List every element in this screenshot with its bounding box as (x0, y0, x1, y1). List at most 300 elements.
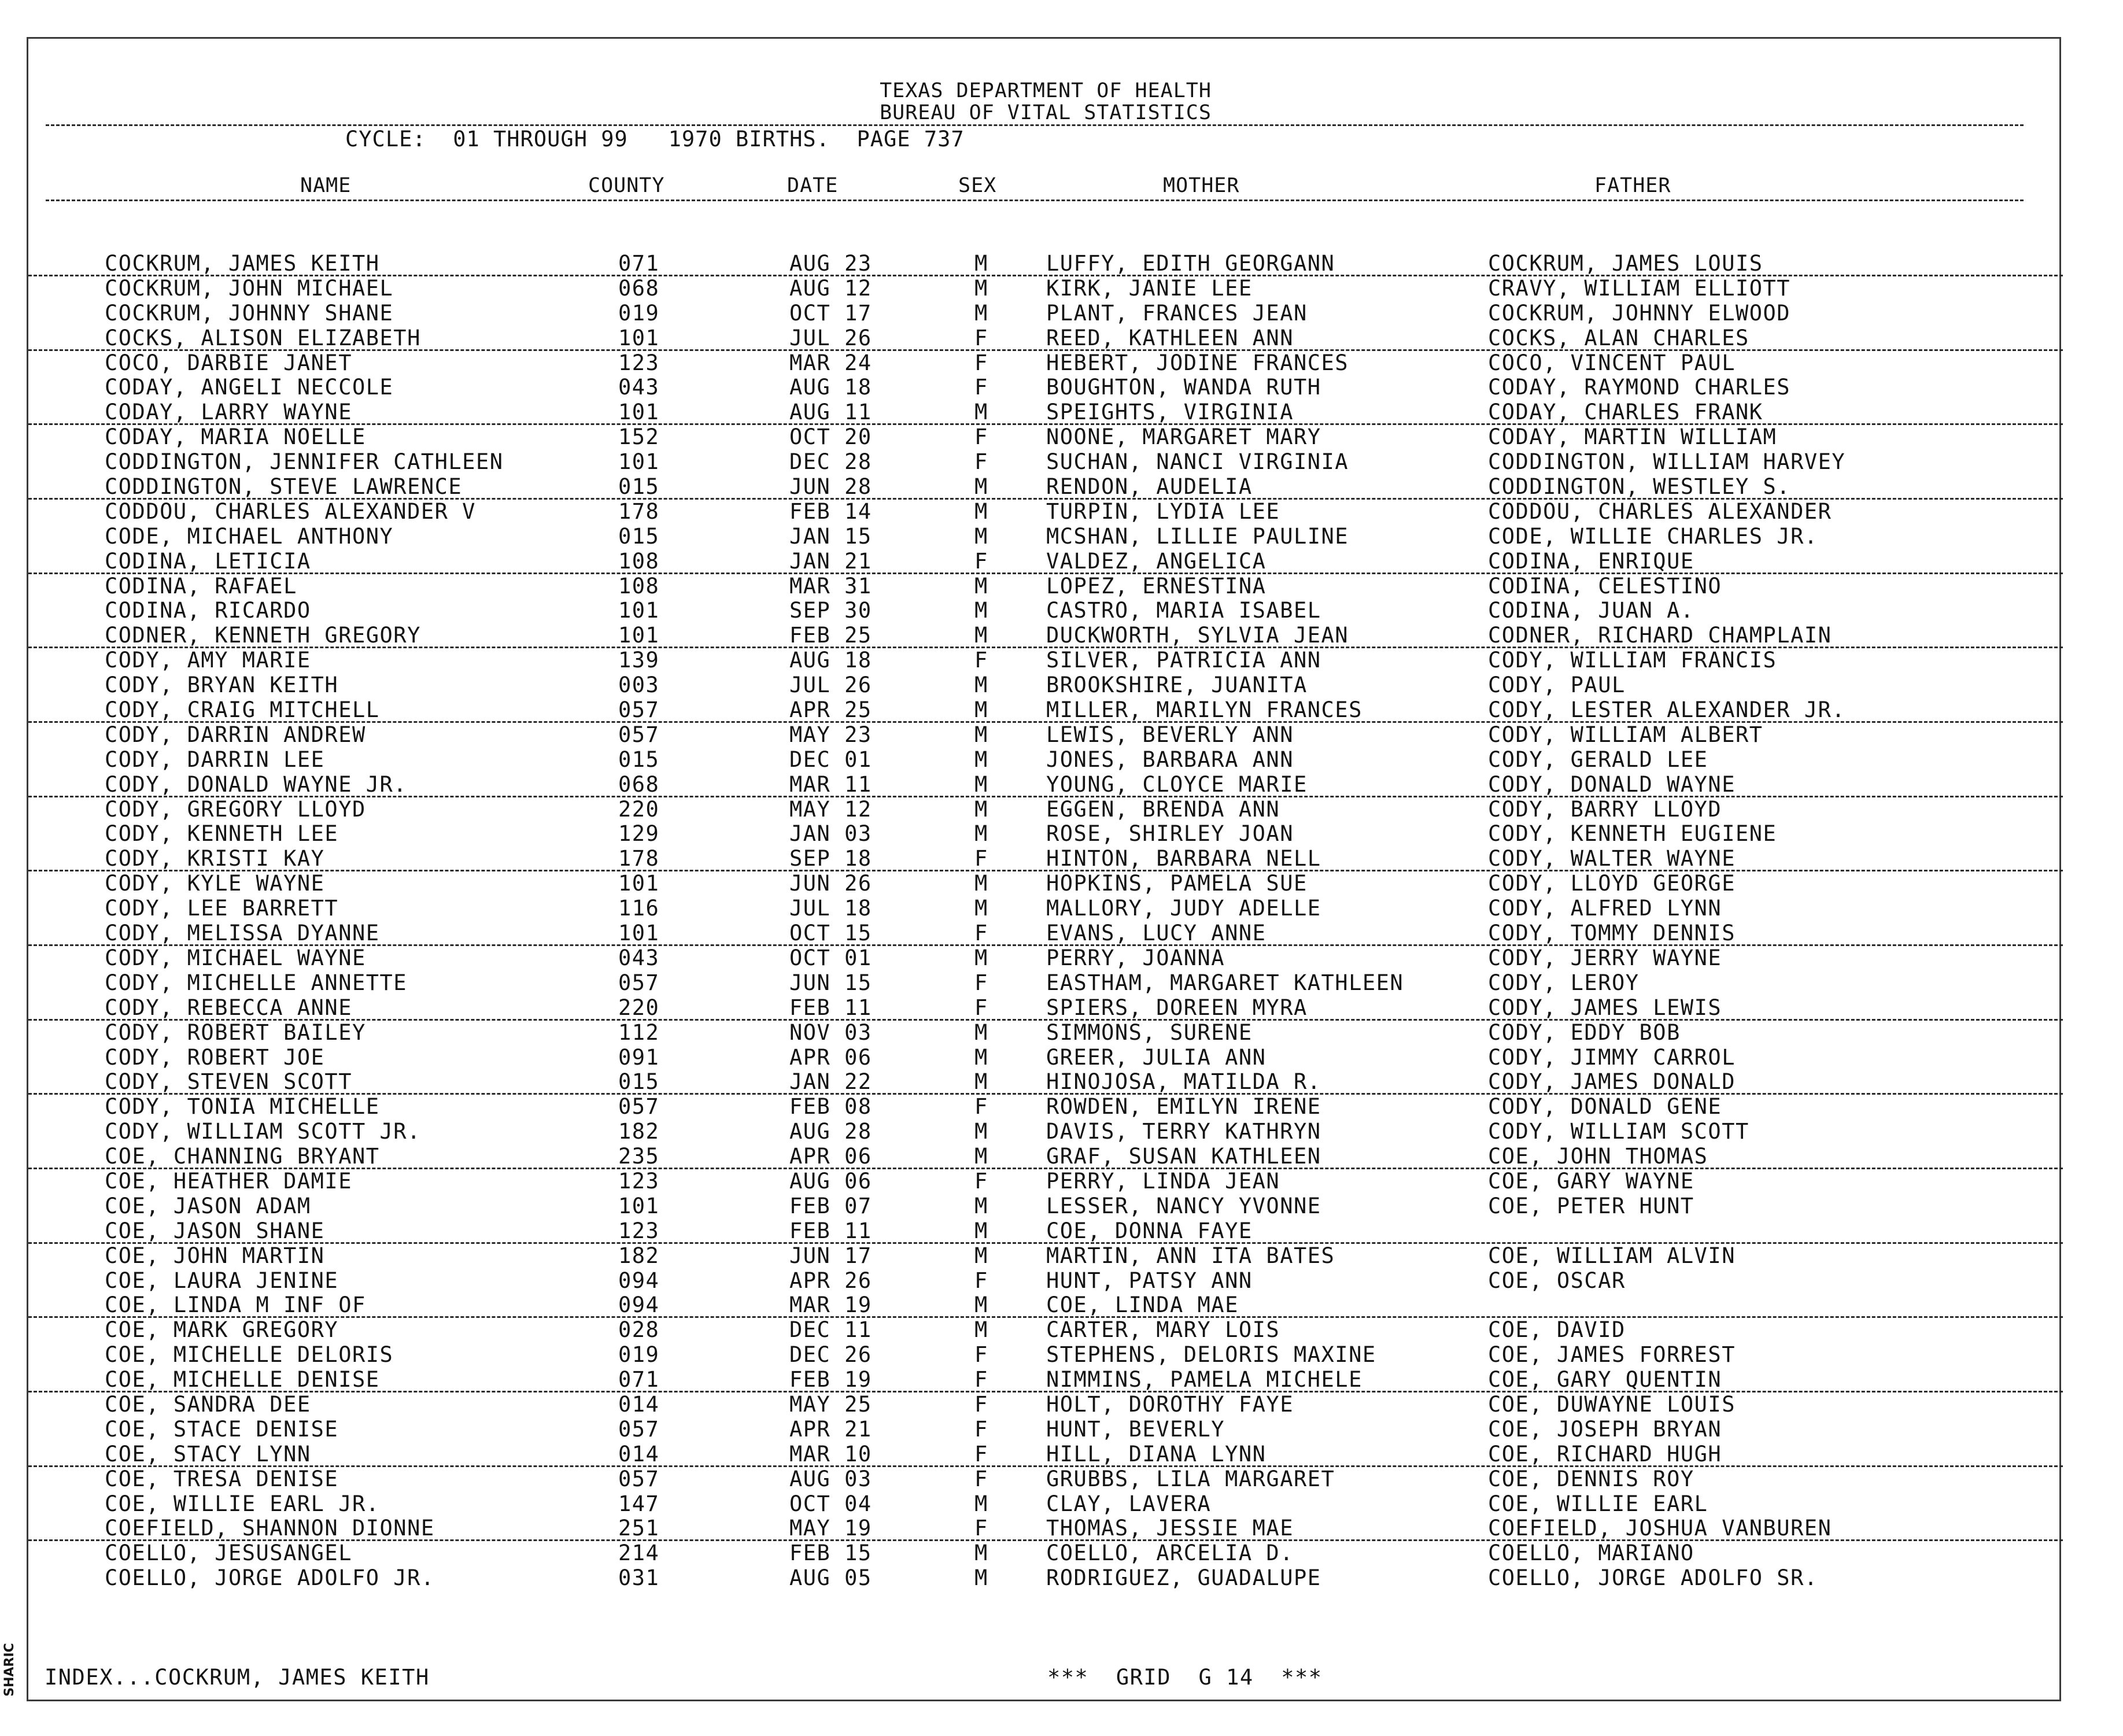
record-date: APR 25 (789, 697, 872, 723)
record-mother: CASTRO, MARIA ISABEL (1046, 598, 1321, 623)
record-date: MAY 12 (789, 796, 872, 822)
record-mother: RODRIGUEZ, GUADALUPE (1046, 1565, 1321, 1591)
record-date: AUG 12 (789, 275, 872, 301)
record-row (28, 996, 2063, 1021)
record-father: CODY, LLOYD GEORGE (1488, 871, 1736, 896)
record-father: CODDINGTON, WESTLEY S. (1488, 474, 1791, 500)
record-date: JUL 18 (789, 896, 872, 921)
record-name: CODNER, KENNETH GREGORY (105, 623, 421, 648)
record-sex: F (974, 1441, 988, 1467)
record-row (28, 425, 2063, 450)
record-mother: LOPEZ, ERNESTINA (1046, 573, 1267, 599)
record-county: 043 (618, 375, 660, 400)
record-row (28, 1343, 2063, 1368)
record-mother: RENDON, AUDELIA (1046, 474, 1253, 500)
record-county: 147 (618, 1491, 660, 1516)
record-mother: ROSE, SHIRLEY JOAN (1046, 821, 1294, 847)
record-name: COE, SANDRA DEE (105, 1391, 311, 1417)
record-county: 101 (618, 1193, 660, 1218)
record-county: 123 (618, 1218, 660, 1243)
record-sex: M (974, 523, 988, 549)
record-father: CODY, ALFRED LYNN (1488, 896, 1722, 921)
record-row (28, 1095, 2063, 1120)
record-mother: DAVIS, TERRY KATHRYN (1046, 1119, 1321, 1144)
record-county: 057 (618, 722, 660, 747)
record-row (28, 723, 2063, 748)
record-date: JAN 03 (789, 821, 872, 847)
record-date: MAR 11 (789, 771, 872, 797)
side-label: SHARIC (2, 1643, 17, 1697)
document-page (27, 37, 2061, 1701)
record-mother: ROWDEN, EMILYN IRENE (1046, 1094, 1321, 1120)
record-name: CODY, KENNETH LEE (105, 821, 339, 847)
record-name: COE, LINDA M INF OF (105, 1292, 366, 1318)
record-name: COCKS, ALISON ELIZABETH (105, 325, 421, 350)
record-name: COCKRUM, JOHN MICHAEL (105, 275, 394, 301)
record-father: CODY, JERRY WAYNE (1488, 945, 1722, 970)
record-sex: M (974, 623, 988, 648)
record-father: CODDINGTON, WILLIAM HARVEY (1488, 449, 1846, 475)
record-county: 057 (618, 1466, 660, 1491)
record-date: MAY 19 (789, 1516, 872, 1541)
record-father: CODY, EDDY BOB (1488, 1020, 1681, 1045)
record-name: COE, MICHELLE DENISE (105, 1367, 380, 1393)
record-date: FEB 07 (789, 1193, 872, 1218)
record-county: 101 (618, 325, 660, 350)
col-header-date: DATE (787, 174, 839, 197)
record-date: OCT 01 (789, 945, 872, 970)
record-county: 091 (618, 1044, 660, 1070)
record-date: DEC 01 (789, 747, 872, 772)
record-sex: F (974, 1342, 988, 1368)
record-sex: M (974, 498, 988, 524)
record-date: JUL 26 (789, 325, 872, 350)
record-row (28, 450, 2063, 475)
record-sex: M (974, 771, 988, 797)
record-name: CODY, DARRIN ANDREW (105, 722, 366, 747)
record-date: OCT 04 (789, 1491, 872, 1516)
record-name: CODY, ROBERT JOE (105, 1044, 325, 1070)
record-father: CODY, WILLIAM FRANCIS (1488, 648, 1777, 673)
record-name: COE, CHANNING BRYANT (105, 1144, 380, 1169)
record-county: 071 (618, 251, 660, 276)
record-date: MAR 31 (789, 573, 872, 599)
record-name: COE, STACY LYNN (105, 1441, 311, 1467)
record-row (28, 400, 2063, 425)
col-header-sex: SEX (958, 174, 997, 197)
record-mother: LEWIS, BEVERLY ANN (1046, 722, 1294, 747)
record-sex: M (974, 673, 988, 698)
record-date: AUG 23 (789, 251, 872, 276)
record-mother: GRUBBS, LILA MARGARET (1046, 1466, 1335, 1491)
record-row (28, 673, 2063, 698)
record-row (28, 1293, 2063, 1318)
record-mother: PLANT, FRANCES JEAN (1046, 300, 1308, 326)
record-date: FEB 11 (789, 995, 872, 1020)
record-county: 015 (618, 747, 660, 772)
col-header-father: FATHER (1594, 174, 1671, 197)
record-row (28, 1318, 2063, 1343)
record-row (28, 1492, 2063, 1517)
record-county: 068 (618, 771, 660, 797)
record-sex: F (974, 548, 988, 574)
record-row (28, 1566, 2063, 1591)
record-father: CODY, PAUL (1488, 673, 1626, 698)
record-father: COE, GARY QUENTIN (1488, 1367, 1722, 1393)
record-mother: NIMMINS, PAMELA MICHELE (1046, 1367, 1363, 1393)
record-father: CODY, DONALD WAYNE (1488, 771, 1736, 797)
record-county: 019 (618, 300, 660, 326)
record-name: CODY, AMY MARIE (105, 648, 311, 673)
record-mother: YOUNG, CLOYCE MARIE (1046, 771, 1308, 797)
record-sex: M (974, 300, 988, 326)
record-county: 220 (618, 995, 660, 1020)
record-name: CODDINGTON, JENNIFER CATHLEEN (105, 449, 504, 475)
record-sex: F (974, 1391, 988, 1417)
record-county: 178 (618, 846, 660, 871)
record-row (28, 1046, 2063, 1070)
footer-grid: *** GRID G 14 *** (1047, 1665, 1323, 1690)
record-row (28, 599, 2063, 623)
record-name: CODY, DONALD WAYNE JR. (105, 771, 408, 797)
record-date: AUG 03 (789, 1466, 872, 1491)
record-name: COCO, DARBIE JANET (105, 350, 352, 375)
record-sex: M (974, 400, 988, 425)
record-date: JAN 22 (789, 1069, 872, 1095)
record-sex: F (974, 995, 988, 1020)
record-name: CODE, MICHAEL ANTHONY (105, 523, 394, 549)
record-mother: MILLER, MARILYN FRANCES (1046, 697, 1363, 723)
record-father: COE, WILLIE EARL (1488, 1491, 1708, 1516)
record-father: COE, RICHARD HUGH (1488, 1441, 1722, 1467)
record-date: OCT 17 (789, 300, 872, 326)
record-row (28, 698, 2063, 723)
record-father: COCKRUM, JOHNNY ELWOOD (1488, 300, 1791, 326)
record-name: CODY, ROBERT BAILEY (105, 1020, 366, 1045)
record-date: JUN 17 (789, 1243, 872, 1268)
record-sex: M (974, 1144, 988, 1169)
record-mother: KIRK, JANIE LEE (1046, 275, 1253, 301)
record-row (28, 773, 2063, 797)
record-sex: M (974, 1491, 988, 1516)
record-date: DEC 11 (789, 1317, 872, 1343)
record-sex: M (974, 275, 988, 301)
record-father: CODINA, JUAN A. (1488, 598, 1694, 623)
record-row (28, 276, 2063, 301)
record-name: CODY, DARRIN LEE (105, 747, 325, 772)
record-name: CODY, WILLIAM SCOTT JR. (105, 1119, 421, 1144)
record-father: COE, DENNIS ROY (1488, 1466, 1694, 1491)
record-father: CODY, GERALD LEE (1488, 747, 1708, 772)
record-mother: HOPKINS, PAMELA SUE (1046, 871, 1308, 896)
record-row (28, 871, 2063, 896)
record-date: MAY 23 (789, 722, 872, 747)
record-row (28, 847, 2063, 871)
column-header-rule (46, 200, 2024, 201)
record-sex: F (974, 1168, 988, 1194)
record-mother: COE, LINDA MAE (1046, 1292, 1239, 1318)
record-father: CODY, JAMES LEWIS (1488, 995, 1722, 1020)
record-father: COE, DAVID (1488, 1317, 1626, 1343)
record-sex: F (974, 325, 988, 350)
record-row (28, 1244, 2063, 1269)
record-county: 101 (618, 921, 660, 946)
record-mother: SUCHAN, NANCI VIRGINIA (1046, 449, 1349, 475)
record-row (28, 500, 2063, 525)
record-father: COE, JAMES FORREST (1488, 1342, 1736, 1368)
record-father: CODY, TOMMY DENNIS (1488, 921, 1736, 946)
record-mother: MCSHAN, LILLIE PAULINE (1046, 523, 1349, 549)
record-county: 014 (618, 1391, 660, 1417)
record-mother: SPEIGHTS, VIRGINIA (1046, 400, 1294, 425)
record-mother: COELLO, ARCELIA D. (1046, 1541, 1294, 1566)
record-name: CODY, GREGORY LLOYD (105, 796, 366, 822)
record-county: 108 (618, 573, 660, 599)
record-sex: F (974, 1466, 988, 1491)
header-agency: TEXAS DEPARTMENT OF HEALTH (880, 79, 1212, 102)
record-row (28, 946, 2063, 971)
record-sex: M (974, 1541, 988, 1566)
record-mother: VALDEZ, ANGELICA (1046, 548, 1267, 574)
record-mother: HUNT, PATSY ANN (1046, 1268, 1253, 1293)
col-header-mother: MOTHER (1163, 174, 1240, 197)
record-county: 003 (618, 673, 660, 698)
record-county: 182 (618, 1119, 660, 1144)
record-date: APR 26 (789, 1268, 872, 1293)
record-father: COE, DUWAYNE LOUIS (1488, 1391, 1736, 1417)
record-row (28, 1467, 2063, 1492)
record-date: JAN 15 (789, 523, 872, 549)
record-father: COEFIELD, JOSHUA VANBUREN (1488, 1516, 1832, 1541)
record-row (28, 351, 2063, 376)
record-mother: CARTER, MARY LOIS (1046, 1317, 1280, 1343)
record-father: COE, GARY WAYNE (1488, 1168, 1694, 1194)
record-sex: M (974, 1243, 988, 1268)
record-county: 139 (618, 648, 660, 673)
record-sex: F (974, 846, 988, 871)
record-county: 057 (618, 1094, 660, 1120)
header-rule (46, 124, 2024, 126)
record-county: 123 (618, 350, 660, 375)
record-name: CODAY, ANGELI NECCOLE (105, 375, 394, 400)
record-name: COCKRUM, JAMES KEITH (105, 251, 380, 276)
record-mother: NOONE, MARGARET MARY (1046, 424, 1321, 450)
record-mother: JONES, BARBARA ANN (1046, 747, 1294, 772)
record-sex: M (974, 1069, 988, 1095)
record-sex: F (974, 1094, 988, 1120)
record-date: OCT 20 (789, 424, 872, 450)
record-county: 108 (618, 548, 660, 574)
record-row (28, 1417, 2063, 1442)
record-name: CODY, MELISSA DYANNE (105, 921, 380, 946)
record-row (28, 549, 2063, 574)
record-county: 116 (618, 896, 660, 921)
record-name: COE, LAURA JENINE (105, 1268, 339, 1293)
record-father: CODY, JIMMY CARROL (1488, 1044, 1736, 1070)
record-date: JUN 28 (789, 474, 872, 500)
record-mother: STEPHENS, DELORIS MAXINE (1046, 1342, 1376, 1368)
record-row (28, 1070, 2063, 1095)
record-mother: EGGEN, BRENDA ANN (1046, 796, 1280, 822)
record-mother: SILVER, PATRICIA ANN (1046, 648, 1321, 673)
record-mother: PERRY, LINDA JEAN (1046, 1168, 1280, 1194)
record-row (28, 971, 2063, 996)
record-sex: M (974, 1020, 988, 1045)
record-mother: CLAY, LAVERA (1046, 1491, 1212, 1516)
record-mother: MARTIN, ANN ITA BATES (1046, 1243, 1335, 1268)
record-mother: GRAF, SUSAN KATHLEEN (1046, 1144, 1321, 1169)
record-county: 101 (618, 449, 660, 475)
record-mother: COE, DONNA FAYE (1046, 1218, 1253, 1243)
record-mother: BROOKSHIRE, JUANITA (1046, 673, 1308, 698)
record-sex: M (974, 945, 988, 970)
record-mother: HEBERT, JODINE FRANCES (1046, 350, 1349, 375)
record-county: 071 (618, 1367, 660, 1393)
record-name: COE, JOHN MARTIN (105, 1243, 325, 1268)
record-sex: F (974, 1516, 988, 1541)
record-sex: M (974, 796, 988, 822)
record-father: CRAVY, WILLIAM ELLIOTT (1488, 275, 1791, 301)
record-name: CODY, BRYAN KEITH (105, 673, 339, 698)
record-father: CODY, LESTER ALEXANDER JR. (1488, 697, 1846, 723)
record-name: COELLO, JESUSANGEL (105, 1541, 352, 1566)
record-father: COCO, VINCENT PAUL (1488, 350, 1736, 375)
record-date: DEC 26 (789, 1342, 872, 1368)
record-county: 028 (618, 1317, 660, 1343)
record-name: CODY, MICHAEL WAYNE (105, 945, 366, 970)
record-date: JUL 26 (789, 673, 872, 698)
record-county: 101 (618, 871, 660, 896)
record-date: SEP 30 (789, 598, 872, 623)
record-county: 101 (618, 400, 660, 425)
record-name: COE, JASON SHANE (105, 1218, 325, 1243)
record-sex: F (974, 449, 988, 475)
record-row (28, 1269, 2063, 1294)
record-mother: EASTHAM, MARGARET KATHLEEN (1046, 970, 1404, 995)
record-date: JUN 26 (789, 871, 872, 896)
record-father: CODDOU, CHARLES ALEXANDER (1488, 498, 1832, 524)
record-father: COE, WILLIAM ALVIN (1488, 1243, 1736, 1268)
record-county: 068 (618, 275, 660, 301)
record-county: 101 (618, 623, 660, 648)
record-mother: BOUGHTON, WANDA RUTH (1046, 375, 1321, 400)
record-date: FEB 14 (789, 498, 872, 524)
record-county: 057 (618, 1416, 660, 1442)
record-father: CODAY, RAYMOND CHARLES (1488, 375, 1791, 400)
record-county: 251 (618, 1516, 660, 1541)
record-date: AUG 11 (789, 400, 872, 425)
col-header-name: NAME (300, 174, 352, 197)
record-father: CODY, BARRY LLOYD (1488, 796, 1722, 822)
record-row (28, 1393, 2063, 1417)
record-row (28, 797, 2063, 822)
record-mother: HILL, DIANA LYNN (1046, 1441, 1267, 1467)
record-father: COELLO, JORGE ADOLFO SR. (1488, 1565, 1818, 1591)
record-county: 235 (618, 1144, 660, 1169)
record-father: CODY, LEROY (1488, 970, 1640, 995)
record-date: FEB 19 (789, 1367, 872, 1393)
record-name: CODY, KRISTI KAY (105, 846, 325, 871)
record-father: COE, OSCAR (1488, 1268, 1626, 1293)
record-sex: M (974, 697, 988, 723)
record-date: SEP 18 (789, 846, 872, 871)
record-sex: M (974, 598, 988, 623)
record-date: MAY 25 (789, 1391, 872, 1417)
record-date: MAR 19 (789, 1292, 872, 1318)
record-mother: LUFFY, EDITH GEORGANN (1046, 251, 1335, 276)
record-date: NOV 03 (789, 1020, 872, 1045)
record-sex: M (974, 1193, 988, 1218)
record-father: CODY, DONALD GENE (1488, 1094, 1722, 1120)
record-father: CODINA, CELESTINO (1488, 573, 1722, 599)
record-county: 014 (618, 1441, 660, 1467)
record-date: JUN 15 (789, 970, 872, 995)
record-county: 182 (618, 1243, 660, 1268)
record-mother: LESSER, NANCY YVONNE (1046, 1193, 1321, 1218)
record-mother: MALLORY, JUDY ADELLE (1046, 896, 1321, 921)
record-sex: F (974, 424, 988, 450)
record-date: MAR 10 (789, 1441, 872, 1467)
record-name: CODY, CRAIG MITCHELL (105, 697, 380, 723)
record-name: CODINA, RICARDO (105, 598, 311, 623)
record-name: CODY, MICHELLE ANNETTE (105, 970, 408, 995)
record-father: CODY, WILLIAM SCOTT (1488, 1119, 1749, 1144)
record-row (28, 748, 2063, 773)
record-name: CODDINGTON, STEVE LAWRENCE (105, 474, 463, 500)
record-row (28, 326, 2063, 351)
record-name: CODINA, LETICIA (105, 548, 311, 574)
record-row (28, 475, 2063, 500)
record-father: CODY, KENNETH EUGIENE (1488, 821, 1777, 847)
record-county: 043 (618, 945, 660, 970)
record-sex: M (974, 821, 988, 847)
side-stamp (2, 1639, 23, 1703)
record-name: COE, MICHELLE DELORIS (105, 1342, 394, 1368)
record-county: 094 (618, 1292, 660, 1318)
record-name: CODY, STEVEN SCOTT (105, 1069, 352, 1095)
record-row (28, 252, 2063, 276)
record-date: DEC 28 (789, 449, 872, 475)
record-county: 178 (618, 498, 660, 524)
record-row (28, 525, 2063, 549)
record-sex: M (974, 722, 988, 747)
record-row (28, 1144, 2063, 1169)
record-county: 112 (618, 1020, 660, 1045)
record-date: AUG 05 (789, 1565, 872, 1591)
record-county: 094 (618, 1268, 660, 1293)
record-county: 031 (618, 1565, 660, 1591)
record-row (28, 896, 2063, 921)
record-mother: PERRY, JOANNA (1046, 945, 1225, 970)
record-father: CODY, WALTER WAYNE (1488, 846, 1736, 871)
record-name: COEFIELD, SHANNON DIONNE (105, 1516, 435, 1541)
record-sex: M (974, 871, 988, 896)
record-county: 123 (618, 1168, 660, 1194)
record-row (28, 375, 2063, 400)
record-mother: TURPIN, LYDIA LEE (1046, 498, 1280, 524)
record-father: COELLO, MARIANO (1488, 1541, 1694, 1566)
record-sex: M (974, 896, 988, 921)
record-name: COE, JASON ADAM (105, 1193, 311, 1218)
record-mother: EVANS, LUCY ANNE (1046, 921, 1267, 946)
record-sex: F (974, 1416, 988, 1442)
record-row (28, 301, 2063, 326)
cycle-line: CYCLE: 01 THROUGH 99 1970 BIRTHS. PAGE 737 (345, 127, 965, 152)
record-name: CODY, TONIA MICHELLE (105, 1094, 380, 1120)
record-sex: F (974, 648, 988, 673)
record-date: FEB 08 (789, 1094, 872, 1120)
record-father: CODY, WILLIAM ALBERT (1488, 722, 1763, 747)
